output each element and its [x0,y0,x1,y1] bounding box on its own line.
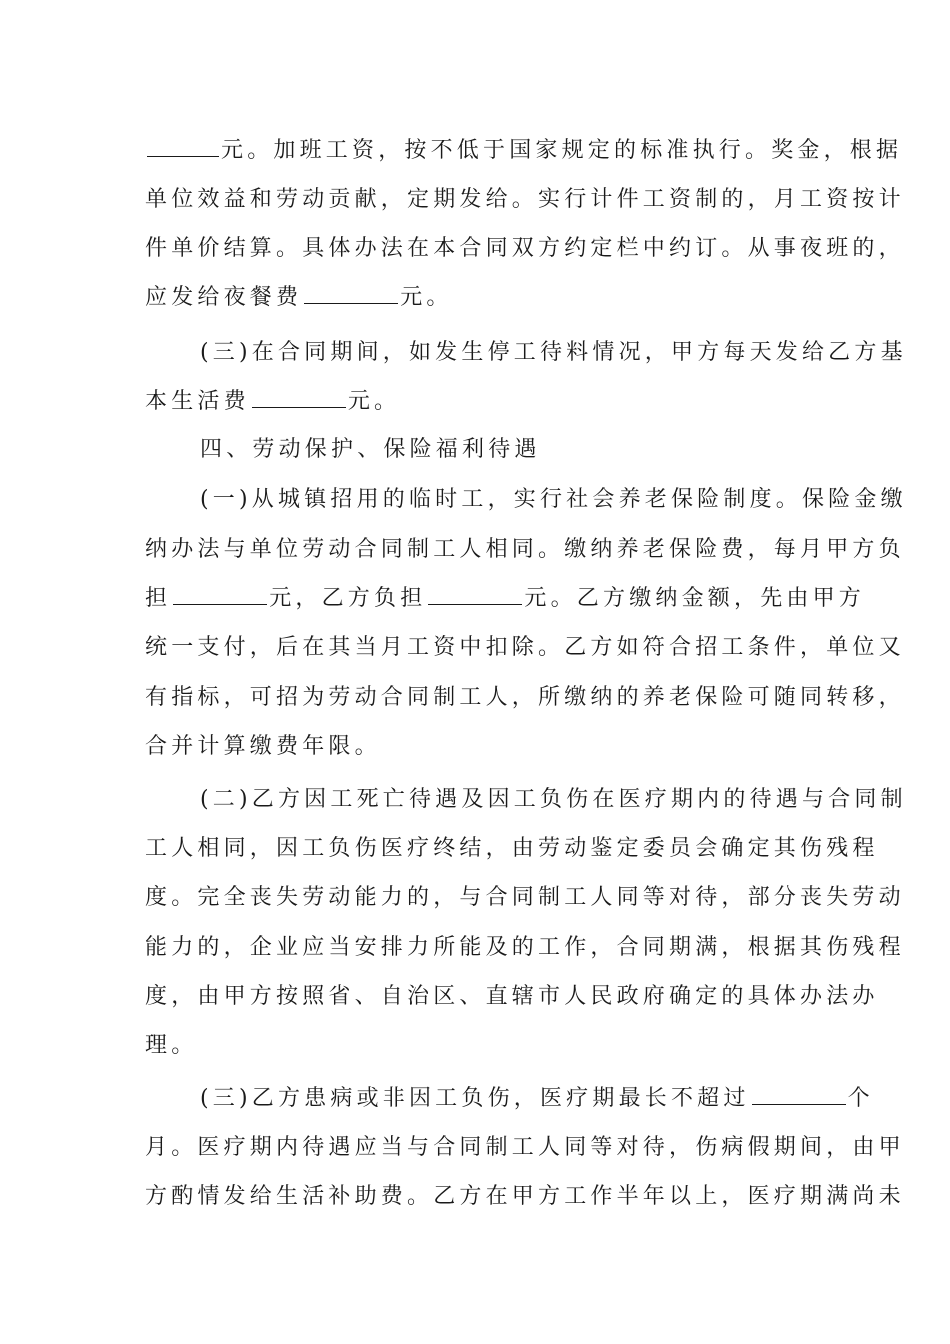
text-run: 度。完全丧失劳动能力的，与合同制工人同等对待，部分丧失劳动 [145,885,905,910]
text-run: (三)在合同期间，如发生停工待料情况，甲方每天发给乙方基 [200,340,907,365]
fill-in-blank[interactable] [428,574,522,605]
insurance-line-2 [145,525,905,575]
text-run: 元。 [347,389,401,414]
text-run: 方酌情发给生活补助费。乙方在甲方工作半年以上，医疗期满尚未 [145,1184,905,1209]
text-run: 应发给夜餐费 [145,285,303,310]
text-run: 合并计算缴费年限。 [145,734,381,759]
injury-line-4 [145,923,905,973]
text-run: 担 [145,586,172,611]
text-run: 能力的，企业应当安排力所能及的工作，合同期满，根据其伤残程 [145,935,905,960]
section-heading [200,425,870,475]
text-run: 统一支付，后在其当月工资中扣除。乙方如符合招工条件，单位又 [145,635,905,660]
section-title: 四、劳动保护、保险福利待遇 [200,437,541,462]
illness-line-2 [145,1123,905,1173]
injury-line-1 [200,775,907,825]
stoppage-line-2 [145,377,815,427]
text-run: 件单价结算。具体办法在本合同双方约定栏中约订。从事夜班的， [145,236,905,261]
fill-in-blank[interactable] [173,574,267,605]
text-run: 元。加班工资，按不低于国家规定的标准执行。奖金，根据 [221,138,903,163]
wages-line-4 [145,273,815,323]
text-run: 元，乙方负担 [269,586,427,611]
text-run: 工人相同，因工负伤医疗终结，由劳动鉴定委员会确定其伤残程 [145,836,879,861]
text-run: 元。乙方缴纳金额，先由甲方 [524,586,866,611]
fill-in-blank[interactable] [752,1074,846,1105]
text-run: 纳办法与单位劳动合同制工人相同。缴纳养老保险费，每月甲方负 [145,537,905,562]
wages-line-2 [145,175,905,225]
injury-line-6 [145,1021,815,1071]
text-run: 理。 [145,1033,198,1058]
injury-line-5 [145,972,879,1022]
text-run: (三)乙方患病或非因工负伤，医疗期最长不超过 [200,1086,750,1111]
wages-line-1 [145,126,903,176]
injury-line-3 [145,873,905,923]
injury-line-2 [145,824,879,874]
stoppage-line-1 [200,328,907,378]
text-run: 单位效益和劳动贡献，定期发给。实行计件工资制的，月工资按计 [145,187,905,212]
insurance-line-3 [145,574,866,624]
insurance-line-5 [145,673,905,723]
fill-in-blank[interactable] [304,273,398,304]
text-run: 元。 [400,285,453,310]
insurance-line-1 [200,475,907,525]
fill-in-blank[interactable] [147,126,219,157]
insurance-line-4 [145,623,905,673]
illness-line-3 [145,1172,905,1222]
text-run: 本生活费 [145,389,250,414]
wages-line-3 [145,224,905,274]
text-run: 个 [847,1086,874,1111]
text-run: 度，由甲方按照省、自治区、直辖市人民政府确定的具体办法办 [145,984,879,1009]
text-run: 有指标，可招为劳动合同制工人，所缴纳的养老保险可随同转移， [145,685,905,710]
text-run: (一)从城镇招用的临时工，实行社会养老保险制度。保险金缴 [200,487,907,512]
fill-in-blank[interactable] [252,377,346,408]
insurance-line-6 [145,722,815,772]
text-run: 月。医疗期内待遇应当与合同制工人同等对待，伤病假期间，由甲 [145,1135,905,1160]
text-run: (二)乙方因工死亡待遇及因工负伤在医疗期内的待遇与合同制 [200,787,907,812]
illness-line-1 [200,1074,874,1124]
